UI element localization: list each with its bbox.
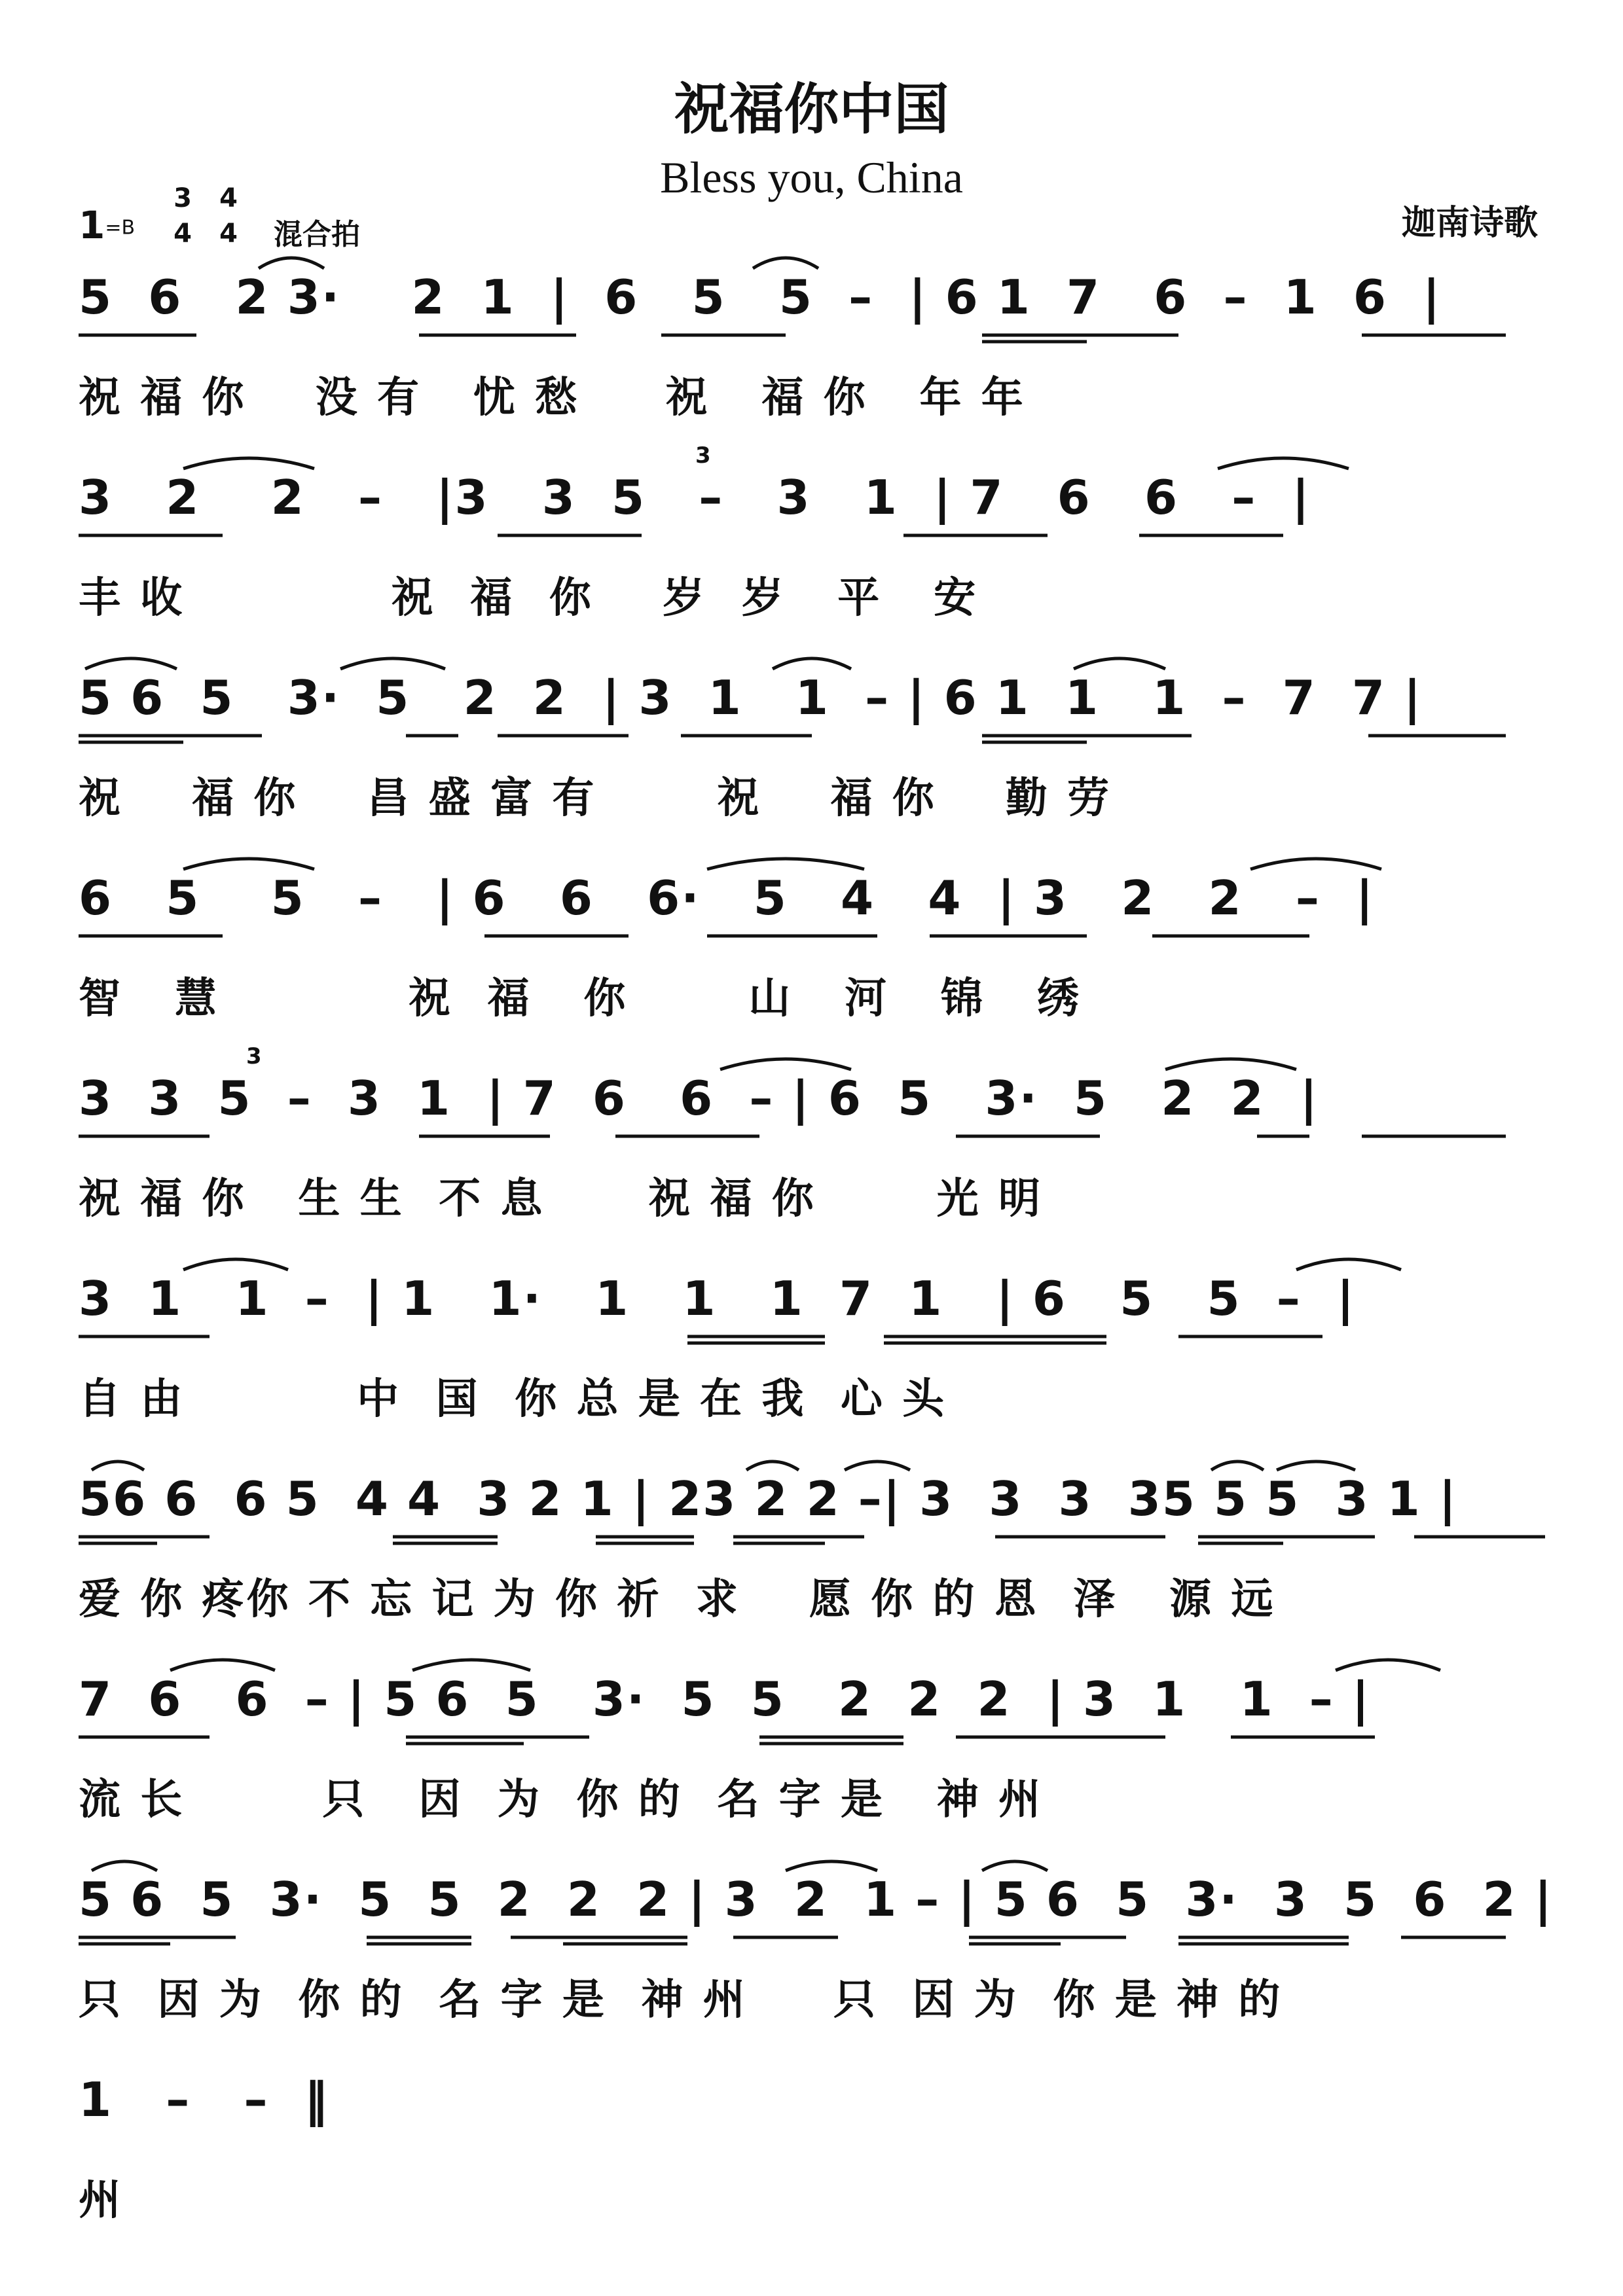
notation-line-8: 7 6 6 – | 5 6 5 3· 5 5 2 2 2 | 3 1 1 – | [79,1672,1371,1727]
lyric-line-5: 祝 福 你 生 生 不 息 祝 福 你 光 明 [79,1175,1044,1223]
notation-line-10: 1 – – ‖ [79,2072,329,2127]
time-sig-2-top: 4 [219,183,238,213]
time-sig-1-top: 3 [173,183,192,213]
time-sig-1-bottom: 4 [173,219,192,249]
author: 迦南诗歌 [1401,204,1538,243]
lyric-line-7: 爱 你 疼你 不 忘 记 为 你 祈 求 愿 你 的 恩 泽 源 远 [79,1575,1276,1624]
key-main: 1 [79,203,105,247]
lyric-line-6: 自 由 中 国 你 总 是 在 我 心 头 [79,1375,947,1424]
key-sub: =B [105,216,136,240]
notation-line-9: 5 6 5 3· 5 5 2 2 2 | 3 2 1 – | 5 6 5 3· 3 5 6 2 | [79,1872,1554,1927]
beat-note: 混合拍 [274,218,360,251]
lyric-line-10: 州 [79,2176,123,2225]
notation-line-1: 5 6 2 3· 2 1 | 6 5 5 – | 6 1 7 6 – 1 6 | [79,270,1442,325]
grace-note-1: 3 [695,442,711,469]
notation-line-7: 56 6 6 5 4 4 3 2 1 | 23 2 2 –| 3 3 3 35 5 5 3 1 | [79,1471,1458,1526]
lyric-line-3: 祝 福 你 昌 盛 富 有 祝 福 你 勤 劳 [79,774,1112,823]
lyric-line-4: 智 慧 祝 福 你 山 河 锦 绣 [79,975,1082,1023]
lyric-line-8: 流 长 只 因 为 你 的 名 字 是 神 州 [79,1776,1044,1824]
song-subtitle: Bless you, China [660,152,963,202]
notation-line-4: 6 5 5 – | 6 6 6· 5 4 4 | 3 2 2 – | [79,870,1375,925]
notation-line-3: 5 6 5 3· 5 2 2 | 3 1 1 – | 6 1 1 1 – 7 7 | [79,670,1423,725]
grace-note-2: 3 [246,1043,262,1069]
lyric-line-1: 祝 福 你 没 有 忧 愁 祝 福 你 年 年 [79,374,1026,422]
time-sig-2-bottom: 4 [219,219,238,249]
lyric-line-2: 丰 收 祝 福 你 岁 岁 平 安 [79,574,979,622]
song-title: 祝福你中国 [674,77,949,141]
notation-line-5: 3 3 5 – 3 1 | 7 6 6 – | 6 5 3· 5 2 2 | [79,1071,1319,1126]
notation-line-6: 3 1 1 – | 1 1· 1 1 1 7 1 | 6 5 5 – | [79,1271,1356,1326]
notation-line-2: 3 2 2 – |3 3 5 – 3 1 | 7 6 6 – | [79,470,1311,525]
lyric-line-9: 只 因 为 你 的 名 字 是 神 州 只 因 为 你 是 神 的 [79,1976,1283,2024]
